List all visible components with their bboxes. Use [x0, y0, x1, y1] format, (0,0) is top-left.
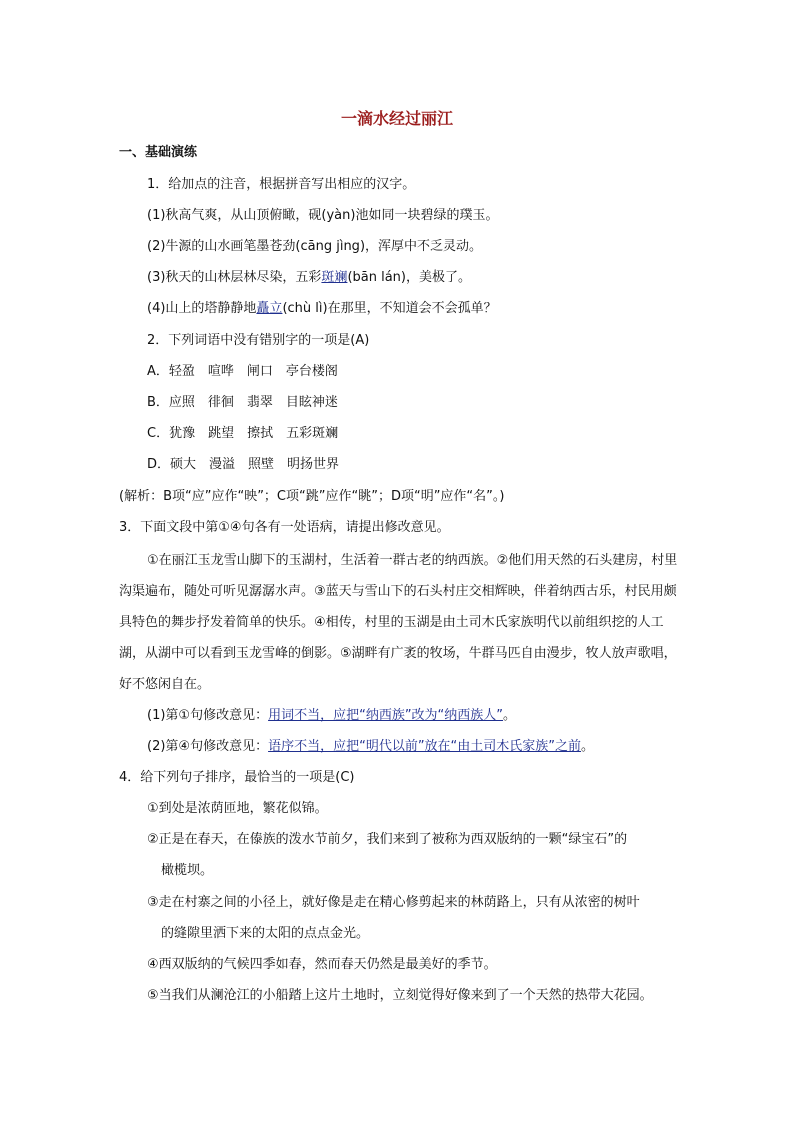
q4-sentence-2-cont: 橄榄坝。	[161, 863, 214, 878]
q2-option-d: D．硕大 漫溢 照壁 明扬世界	[147, 457, 340, 472]
q2-analysis: (解析：B项“应”应作“映”；C项“跳”应作“眺”；D项“明”应作“名”。)	[119, 489, 505, 504]
q3-answer-1-label: (1)第①句修改意见：	[147, 708, 269, 723]
question-3-stem: 3．下面文段中第①④句各有一处语病，请提出修改意见。	[119, 520, 450, 535]
q2-option-b: B．应照 徘徊 翡翠 目眩神迷	[147, 395, 338, 410]
section-heading: 一、基础演练	[119, 145, 198, 160]
q4-sentence-1: ①到处是浓荫匝地，繁花似锦。	[147, 801, 328, 816]
q1-item-4-answer: 矗立	[256, 301, 283, 316]
q1-item-4	[147, 299, 497, 319]
q1-item-2	[147, 237, 482, 257]
q1-item-4-text: (4)山上的塔静静地	[147, 301, 257, 316]
q4-sentence-3-cont: 的缝隙里洒下来的太阳的点点金光。	[161, 926, 370, 941]
q4-sentence-3: ③走在村寨之间的小径上，就好像是走在精心修剪起来的林荫路上，只有从浓密的树叶	[147, 895, 640, 910]
q3-answer-2-end: 。	[581, 739, 595, 754]
q3-answer-2-text: 语序不当，应把“明代以前”放在“由土司木氏家族”之前	[268, 739, 582, 754]
q2-option-c: C．犹豫 跳望 擦拭 五彩斑斓	[147, 426, 339, 441]
q4-sentence-4: ④西双版纳的气候四季如春，然而春天仍然是最美好的季节。	[147, 957, 497, 972]
q3-answer-1-text: 用词不当，应把“纳西族”改为“纳西族人”	[268, 708, 504, 723]
q1-item-4-tail: (chù lì)在那里，不知道会不会孤单？	[282, 301, 497, 316]
q1-item-1-text: (1)秋高气爽，从山顶俯瞰，砚(yàn)池如同一块碧绿的璞玉。	[147, 208, 499, 223]
q4-sentence-2: ②正是在春天，在傣族的泼水节前夕，我们来到了被称为西双版纳的一颗“绿宝石”的	[147, 832, 628, 847]
q3-answer-1	[147, 706, 516, 726]
q1-item-1	[147, 206, 498, 226]
q1-item-3-text: (3)秋天的山林层林尽染，五彩	[147, 270, 322, 285]
q1-item-3-tail: (bān lán)，美极了。	[347, 270, 471, 285]
question-1-stem: 1．给加点的注音，根据拼音写出相应的汉字。	[147, 177, 416, 192]
q1-item-3	[147, 268, 471, 288]
q1-item-2-text: (2)牛源的山水画笔墨苍劲(cāng jìng)，浑厚中不乏灵动。	[147, 239, 483, 254]
q3-answer-2	[147, 737, 594, 757]
question-4-stem: 4．给下列句子排序，最恰当的一项是(C)	[119, 770, 355, 785]
q1-item-3-answer: 斑斓	[321, 270, 348, 285]
q3-answer-1-end: 。	[503, 708, 517, 723]
question-2-stem: 2．下列词语中没有错别字的一项是(A)	[147, 333, 370, 348]
q3-answer-2-label: (2)第④句修改意见：	[147, 739, 269, 754]
q4-sentence-5: ⑤当我们从澜沧江的小船踏上这片土地时，立刻觉得好像来到了一个天然的热带大花园。	[147, 988, 653, 1003]
page-title: 一滴水经过丽江	[340, 109, 453, 128]
q3-passage: ①在丽江玉龙雪山脚下的玉湖村，生活着一群古老的纳西族。②他们用天然的石头建房，村里沟渠遍布，随处可听见潺潺水声。③蓝天与雪山下的石头村庄交相辉映，伴着纳西古乐，村民用颇具特色的舞步抒发着简单的快乐。④相传，村里的玉湖是由土司木氏家族明代以前组织挖的人工湖，从湖中可以看到玉龙雪峰的倒影。⑤湖畔有广袤的牧场，牛群马匹自由漫步，牧人放声歌唱，好不悠闲自在。	[119, 553, 678, 692]
q2-option-a: A．轻盈 喧哗 闸口 亭台楼阁	[147, 364, 338, 379]
